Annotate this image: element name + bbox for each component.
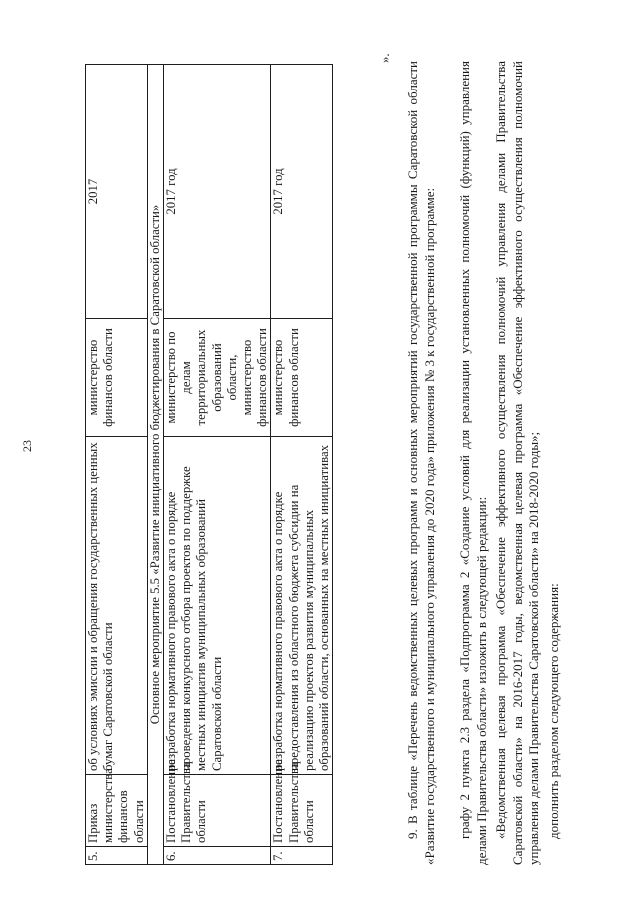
row-name: об условиях эмиссии и обращения государственных ценных бумаг Саратовской области xyxy=(86,437,148,775)
measures-table xyxy=(85,64,333,865)
row-executor: министерство финансов области xyxy=(271,319,333,437)
row-term: 2017 год xyxy=(164,65,271,319)
row-term: 2017 xyxy=(86,65,148,319)
closing-quote-mark: ». xyxy=(378,53,392,63)
row-basis: Постановление Правительства области xyxy=(271,775,333,847)
paragraph-add-section: дополнить разделом следующего содержания: xyxy=(546,583,561,839)
row-number: 7. xyxy=(271,847,333,865)
row-name: разработка нормативного правового акта о порядке предоставления из областного бюджета субсидии на реализацию проектов развития муниципальных образований области, основанных на местных инициативах xyxy=(271,437,333,775)
row-number: 6. xyxy=(164,847,271,865)
page-number: 23 xyxy=(20,440,34,452)
row-executor: министерство по делам территориальных образований области, министерство финансов области xyxy=(164,319,271,437)
row-term: 2017 год xyxy=(271,65,333,319)
row-number: 5. xyxy=(86,847,148,865)
row-executor: министерство финансов области xyxy=(86,319,148,437)
section-heading: Основное мероприятие 5.5 «Развитие инициативного бюджетирования в Саратовской области» xyxy=(147,65,163,865)
table-row xyxy=(271,65,333,865)
paragraph-program-text: «Ведомственная целевая программа «Обеспечение эффективного осуществления полномочий управления делами Правительства Саратовской области» на 2016-2017 годы, ведомственная целевая программа «Обеспечение эффективного осуществления полномочий управления делами Правительства Саратовской области» на 2018-2020 годы»; xyxy=(493,61,541,865)
row-basis: Постановление Правительства области xyxy=(164,775,271,847)
table-row xyxy=(164,65,271,865)
row-basis: Приказ министерства финансов области xyxy=(86,775,148,847)
section-heading-row xyxy=(147,65,163,865)
paragraph-column-2: графу 2 пункта 2.3 раздела «Подпрограмма 2 «Создание условий для реализации установленных полномочий (функций) управления делами Правительства области» изложить в следующей редакции: xyxy=(457,61,489,865)
row-name: разработка нормативного правового акта о порядке проведения конкурсного отбора проектов по поддержке местных инициатив муниципальных образований Саратовской области xyxy=(164,437,271,775)
paragraph-item-9: 9. В таблице «Перечень ведомственных целевых программ и основных мероприятий государственной программы Саратовской области «Развитие государственного и муниципального управления до 2020 года» приложения № 3 к государственной программе: xyxy=(405,61,437,865)
table-row xyxy=(86,65,148,865)
